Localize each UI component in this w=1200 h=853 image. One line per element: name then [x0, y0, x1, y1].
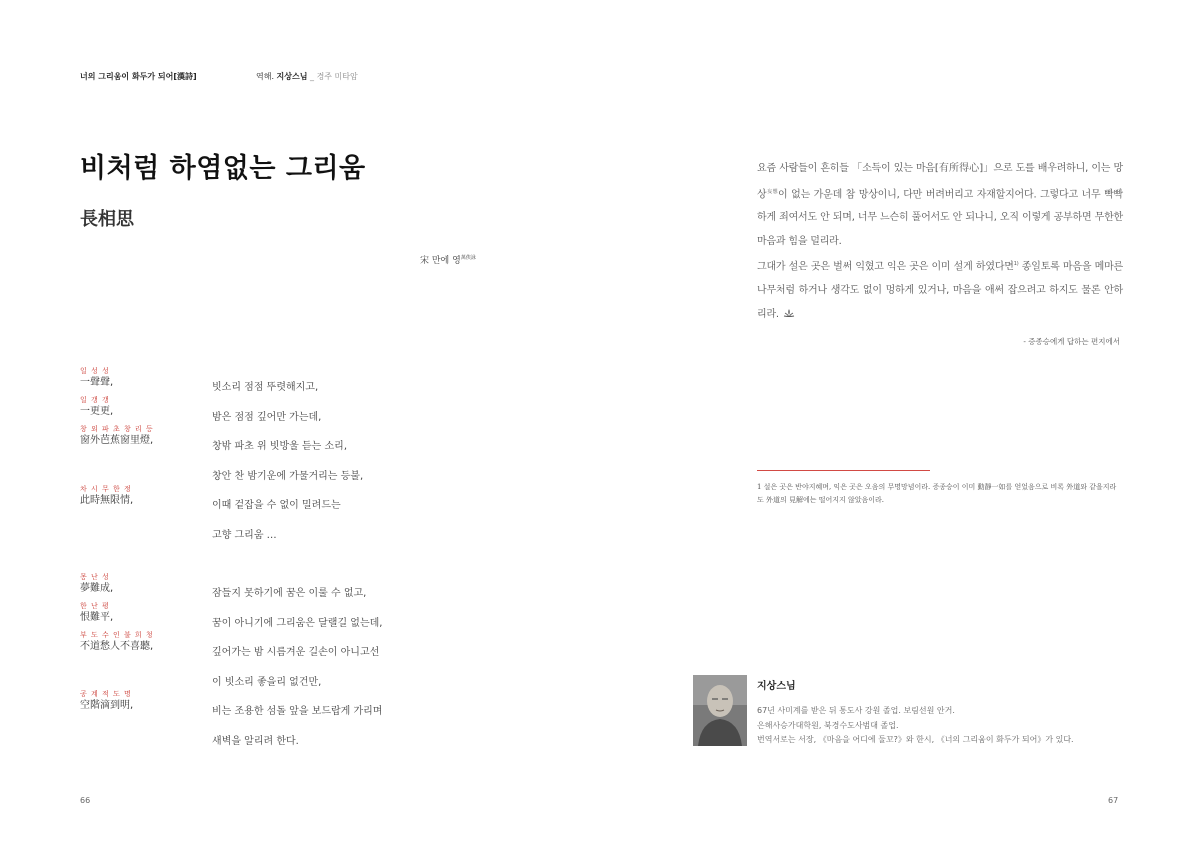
translation-line: 이 빗소리 좋을리 없건만,: [212, 677, 322, 688]
hanja-text: 此時無限情,: [80, 495, 134, 506]
prose-sup: 妄想: [766, 188, 779, 195]
translation-line: 창안 찬 밤기운에 가물거리는 등불,: [212, 471, 364, 482]
poem-subtitle: 長相思: [80, 209, 134, 230]
hanja-text: 一聲聲,: [80, 377, 114, 388]
hanja-text: 窗外芭蕉窗里燈,: [80, 435, 154, 446]
hanja-text: 一更更,: [80, 406, 114, 417]
translation-line: 깊어가는 밤 시름겨운 길손이 아니고선: [212, 647, 380, 658]
translator-credit: [256, 71, 358, 82]
translation-line: 잠들지 못하기에 꿈은 이룰 수 없고,: [212, 588, 367, 599]
hanja-line: [80, 425, 190, 447]
bio-line: 번역서로는 서장, 《마음을 어디에 둘꼬?》와 한시, 《너의 그리움이 화두가 되어》가 있다.: [757, 735, 1074, 744]
hanja-line: [80, 485, 190, 507]
translation-line: 창밖 파초 위 빗방울 듣는 소리,: [212, 441, 347, 452]
hanja-reading: 몽 난 성: [80, 573, 110, 581]
author-portrait: [693, 675, 747, 746]
prose-text: 종일토록 마음을 메마른 나무처럼 하거나 생각도 없이 멍하게 있거나, 마음을 애써 잡으려고 하지도 물론 안하리라.: [757, 261, 1123, 320]
prose-text: 이 없는 가운데 참 망상이니, 다만 버려버리고 자재할지어다. 그렇다고 너무 빡빡하게 죄여서도 안 되며, 너무 느슨히 풀어서도 안 되나니, 오직 이렇게 공부하면 무한한 마음과 힘을 덜리라.: [757, 188, 1123, 247]
translation-line: 비는 조용한 섬돌 앞을 보드랍게 가리며: [212, 706, 383, 717]
author-name: 宋 만에 영: [420, 256, 461, 266]
prose-text: 그대가 설은 곳은 벌써 익혔고 익은 곳은 이미 설게 하였다면: [757, 261, 1014, 273]
lotus-ornament-icon: [782, 308, 796, 318]
commentary-prose: [757, 157, 1123, 326]
hanja-reading: 창 외 파 초 창 리 등: [80, 425, 154, 433]
translation-line: 빗소리 점점 뚜렷해지고,: [212, 382, 319, 393]
hanja-reading: 일 성 성: [80, 367, 110, 375]
bio-text: [757, 704, 1074, 748]
prose-source: - 증종승에게 답하는 편지에서: [1023, 337, 1120, 346]
credit-name: 지상스님: [276, 72, 308, 81]
hanja-reading: 일 갱 갱: [80, 396, 110, 404]
prose-paragraph: [757, 157, 1123, 253]
series-title: 너의 그리움이 화두가 되어[漢詩]: [80, 72, 197, 81]
poem-author: [420, 253, 476, 266]
hanja-reading: 한 난 평: [80, 602, 110, 610]
bio-line: 은해사승가대학원, 북경수도사범대 졸업.: [757, 720, 899, 730]
hanja-line: [80, 631, 190, 653]
hanja-line: [80, 602, 190, 624]
credit-sep: _: [310, 72, 315, 81]
translation-line: 꿈이 아니기에 그리움은 달랠길 없는데,: [212, 618, 383, 629]
page-number-left: 66: [80, 796, 91, 805]
credit-role: 역해.: [256, 72, 274, 81]
prose-paragraph: [757, 253, 1123, 326]
hanja-line: [80, 573, 190, 595]
prose-text: 요즘 사람들이 흔히들 「소득이 있는 마음[有所得心]」으로 도를 배우려하니, 이는 망상: [757, 163, 1123, 200]
translation-line: 새벽을 알리려 한다.: [212, 736, 299, 747]
hanja-reading: 차 시 무 한 정: [80, 485, 132, 493]
footnote-ref: 1): [1013, 261, 1019, 268]
footnote-divider: [757, 470, 930, 471]
bio-line: 67년 사미계를 받은 뒤 통도사 강원 졸업. 보림선원 안거.: [757, 706, 955, 715]
footnote: 1 설은 곳은 반야지혜며, 익은 곳은 오음의 무명망념이라. 증종승이 이미 動靜一如를 얻었음으로 비록 外道와 같을지라도 外道의 見解에는 떨어지지 않았음이라.: [757, 483, 1117, 504]
translation-line: 이때 겉잡을 수 없이 밀려드는: [212, 500, 341, 511]
hanja-text: 不道愁人不喜聽,: [80, 641, 154, 652]
hanja-reading: 공 계 적 도 명: [80, 690, 132, 698]
hanja-line: [80, 396, 190, 418]
author-hanja: 萬俟詠: [460, 255, 476, 261]
hanja-reading: 부 도 수 인 불 희 청: [80, 631, 154, 639]
credit-location: 경주 미타암: [316, 72, 358, 81]
page-number-right: 67: [1108, 796, 1119, 805]
bio-name: 지상스님: [757, 681, 796, 692]
poem-title: 비처럼 하염없는 그리움: [80, 153, 366, 184]
hanja-text: 夢難成,: [80, 583, 114, 594]
hanja-text: 恨難平,: [80, 612, 114, 623]
hanja-text: 空階滴到明,: [80, 700, 134, 711]
translation-line: 고향 그리움 …: [212, 530, 277, 541]
translation-line: 밤은 점점 깊어만 가는데,: [212, 412, 322, 423]
hanja-line: [80, 367, 190, 389]
hanja-line: [80, 690, 190, 712]
